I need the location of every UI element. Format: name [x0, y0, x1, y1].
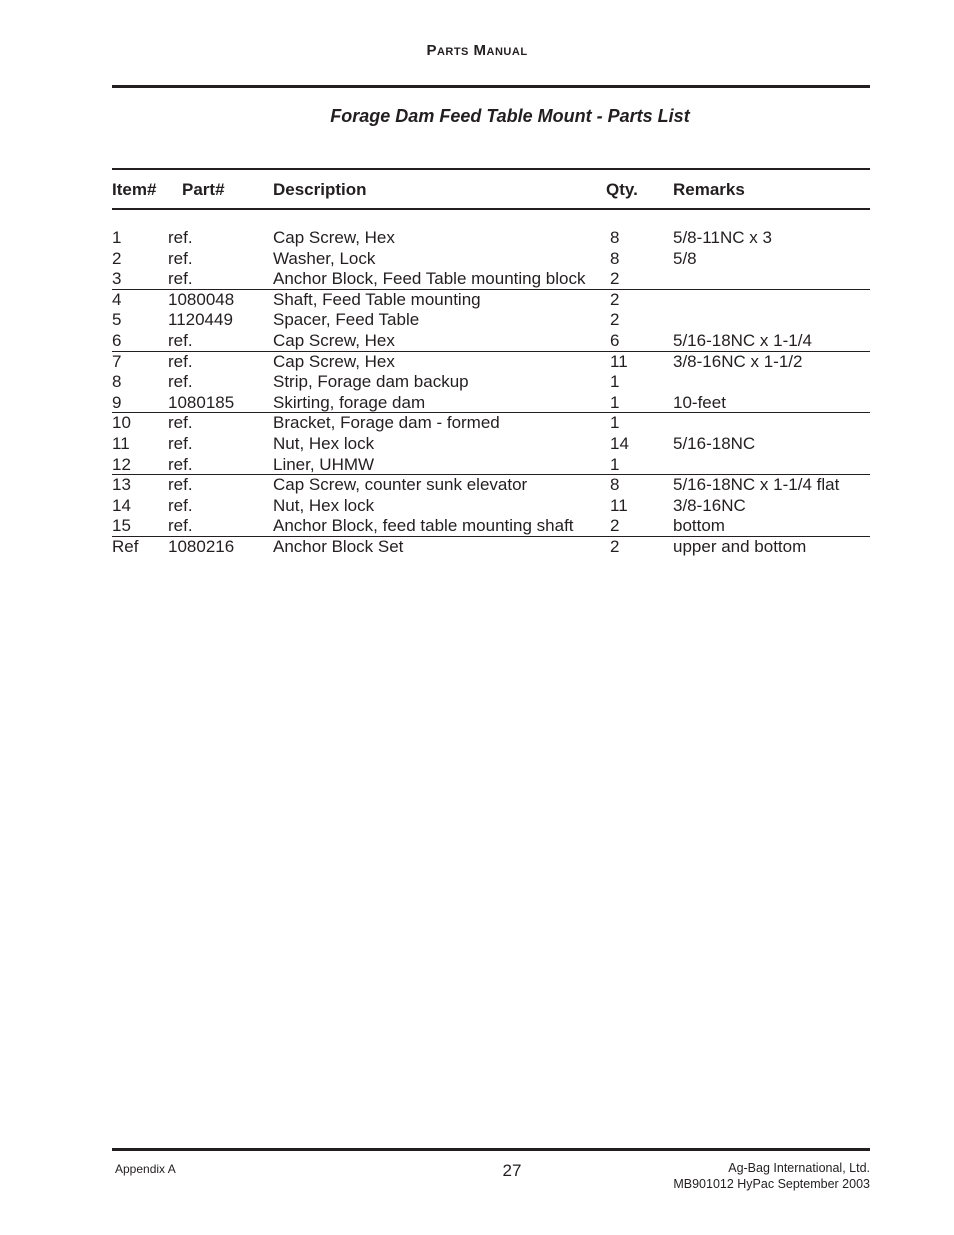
row-part-number: 1080185	[168, 392, 235, 412]
row-description: Bracket, Forage dam - formed	[273, 413, 500, 433]
row-description: Nut, Hex lock	[273, 495, 375, 515]
row-part-number: ref.	[168, 351, 193, 371]
row-remarks: upper and bottom	[673, 536, 807, 556]
column-header-remarks: Remarks	[673, 180, 745, 199]
column-header-part: Part#	[182, 180, 225, 199]
table-row	[0, 372, 954, 393]
row-description: Skirting, forage dam	[273, 392, 426, 412]
table-row	[0, 228, 954, 249]
parts-table-body	[0, 228, 954, 558]
row-part-number: ref.	[168, 475, 193, 495]
row-part-number: 1080216	[168, 536, 235, 556]
row-part-number: ref.	[168, 372, 193, 392]
row-item-number: 9	[112, 392, 122, 412]
column-header-description: Description	[273, 180, 367, 199]
row-part-number: ref.	[168, 330, 193, 350]
row-quantity: 11	[610, 351, 628, 371]
row-description: Nut, Hex lock	[273, 433, 375, 453]
row-quantity: 1	[610, 392, 620, 412]
document-title: Forage Dam Feed Table Mount - Parts List	[330, 106, 690, 126]
page-header-title: Parts Manual	[426, 42, 528, 59]
header-rule	[112, 85, 870, 88]
row-item-number: 8	[112, 372, 122, 392]
table-row	[0, 331, 954, 352]
table-row	[0, 516, 954, 537]
row-item-number: 12	[112, 454, 131, 474]
row-remarks: 3/8-16NC x 1-1/2	[673, 351, 803, 371]
row-item-number: 10	[112, 413, 131, 433]
row-item-number: 5	[112, 310, 122, 330]
column-header-qty: Qty.	[606, 180, 638, 199]
row-description: Anchor Block, Feed Table mounting block	[273, 269, 586, 289]
row-part-number: 1080048	[168, 289, 235, 309]
row-quantity: 2	[610, 310, 620, 330]
row-quantity: 6	[610, 330, 620, 350]
row-quantity: 8	[610, 248, 620, 268]
row-part-number: 1120449	[168, 310, 233, 330]
table-top-rule	[112, 168, 870, 170]
row-part-number: ref.	[168, 248, 193, 268]
table-header-rule	[112, 208, 870, 210]
row-quantity: 8	[610, 228, 620, 247]
table-row	[0, 434, 954, 455]
row-quantity: 2	[610, 536, 620, 556]
row-part-number: ref.	[168, 516, 193, 536]
footer-publisher	[673, 1160, 870, 1192]
column-header-item: Item#	[112, 180, 157, 199]
row-item-number: 7	[112, 351, 122, 371]
row-description: Cap Screw, Hex	[273, 330, 395, 350]
row-part-number: ref.	[168, 433, 193, 453]
row-quantity: 14	[610, 433, 629, 453]
row-part-number: ref.	[168, 269, 193, 289]
table-row	[0, 249, 954, 270]
row-part-number: ref.	[168, 495, 193, 515]
row-remarks: 5/16-18NC x 1-1/4	[673, 330, 812, 350]
table-row	[0, 310, 954, 331]
row-quantity: 11	[610, 495, 628, 515]
row-part-number: ref.	[168, 228, 193, 247]
footer-doc-ref: MB901012 HyPac September 2003	[673, 1177, 870, 1191]
table-row	[0, 496, 954, 517]
row-description: Cap Screw, counter sunk elevator	[273, 475, 528, 495]
row-part-number: ref.	[168, 454, 193, 474]
row-description: Anchor Block, feed table mounting shaft	[273, 516, 574, 536]
row-description: Strip, Forage dam backup	[273, 372, 469, 392]
row-description: Cap Screw, Hex	[273, 228, 395, 247]
row-item-number: 4	[112, 289, 122, 309]
row-item-number: 3	[112, 269, 122, 289]
row-quantity: 8	[610, 475, 620, 495]
row-description: Anchor Block Set	[273, 536, 404, 556]
row-description: Washer, Lock	[273, 248, 376, 268]
row-item-number: 11	[112, 433, 130, 453]
table-row	[0, 290, 954, 311]
row-remarks: 5/16-18NC	[673, 433, 756, 453]
row-item-number: 6	[112, 330, 122, 350]
row-remarks: 5/8-11NC x 3	[673, 228, 772, 247]
row-quantity: 1	[610, 454, 620, 474]
row-item-number: 13	[112, 475, 131, 495]
footer-rule	[112, 1148, 870, 1151]
row-description: Cap Screw, Hex	[273, 351, 395, 371]
row-item-number: 15	[112, 516, 131, 536]
row-remarks: 3/8-16NC	[673, 495, 746, 515]
table-row	[0, 393, 954, 414]
table-row	[0, 352, 954, 373]
row-description: Shaft, Feed Table mounting	[273, 289, 481, 309]
table-row	[0, 475, 954, 496]
row-item-number: Ref	[112, 536, 139, 556]
row-quantity: 1	[610, 413, 620, 433]
row-quantity: 2	[610, 516, 620, 536]
row-remarks: bottom	[673, 516, 725, 536]
row-remarks: 5/16-18NC x 1-1/4 flat	[673, 475, 840, 495]
footer-company: Ag-Bag International, Ltd.	[728, 1161, 870, 1175]
row-description: Liner, UHMW	[273, 454, 375, 474]
row-quantity: 2	[610, 269, 620, 289]
row-item-number: 2	[112, 248, 122, 268]
row-part-number: ref.	[168, 413, 193, 433]
row-quantity: 2	[610, 289, 620, 309]
table-row	[0, 455, 954, 476]
row-description: Spacer, Feed Table	[273, 310, 420, 330]
table-row	[0, 537, 954, 558]
table-row	[0, 413, 954, 434]
row-remarks: 10-feet	[673, 392, 726, 412]
row-remarks: 5/8	[673, 248, 697, 268]
page-number: 27	[502, 1161, 522, 1180]
row-item-number: 14	[112, 495, 131, 515]
row-item-number: 1	[112, 228, 122, 247]
row-quantity: 1	[610, 372, 620, 392]
table-row	[0, 269, 954, 290]
footer-section-label: Appendix A	[115, 1162, 176, 1176]
